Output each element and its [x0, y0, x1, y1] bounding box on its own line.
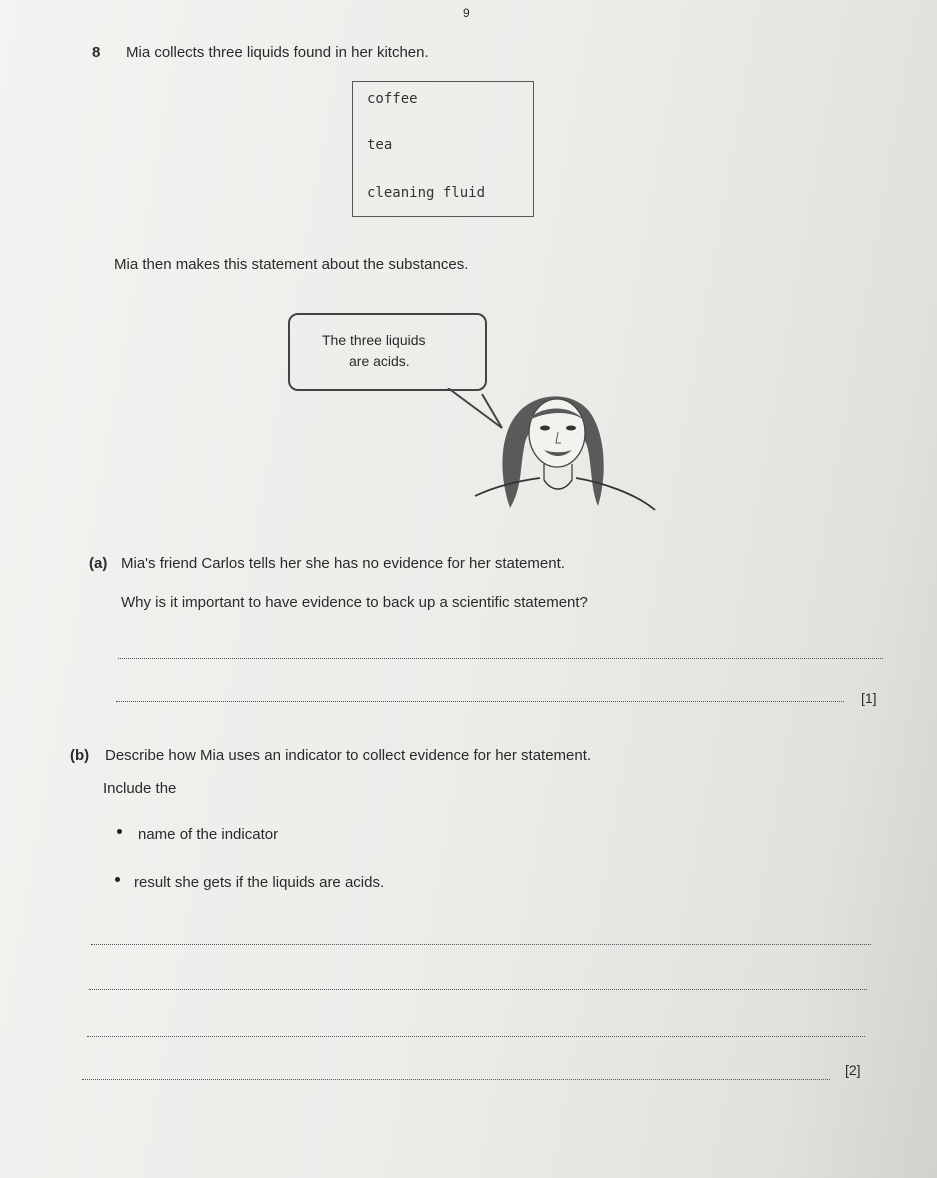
- part-b-marks: [2]: [845, 1062, 861, 1078]
- part-a-label: (a): [89, 555, 108, 572]
- bullet-icon: [115, 877, 120, 882]
- mia-illustration: [440, 388, 660, 518]
- speech-bubble: [288, 313, 487, 391]
- liquid-item: tea: [367, 137, 393, 153]
- answer-line[interactable]: [87, 1036, 865, 1037]
- answer-line[interactable]: [118, 658, 883, 659]
- page-number: 9: [463, 6, 470, 20]
- speech-bubble-text: are acids.: [349, 353, 410, 369]
- part-a-text: Mia's friend Carlos tells her she has no evidence for her statement.: [121, 555, 565, 572]
- part-a-question: Why is it important to have evidence to back up a scientific statement?: [121, 594, 588, 611]
- liquid-item: coffee: [367, 91, 418, 107]
- bullet-item: name of the indicator: [138, 826, 279, 843]
- question-intro: Mia collects three liquids found in her kitchen.: [126, 44, 429, 61]
- question-number: 8: [92, 44, 101, 61]
- part-b-label: (b): [70, 747, 90, 764]
- speech-bubble-text: The three liquids: [322, 332, 426, 348]
- answer-line[interactable]: [91, 944, 871, 945]
- part-b-text: Describe how Mia uses an indicator to collect evidence for her statement.: [105, 747, 592, 764]
- bullet-icon: [117, 829, 122, 834]
- part-a-marks: [1]: [861, 690, 877, 706]
- part-b-include: Include the: [103, 780, 177, 797]
- answer-line[interactable]: [89, 989, 867, 990]
- statement-intro: Mia then makes this statement about the substances.: [114, 256, 469, 273]
- answer-line[interactable]: [82, 1079, 830, 1080]
- bullet-item: result she gets if the liquids are acids.: [134, 874, 385, 891]
- liquid-item: cleaning fluid: [367, 185, 486, 201]
- answer-line[interactable]: [116, 701, 844, 702]
